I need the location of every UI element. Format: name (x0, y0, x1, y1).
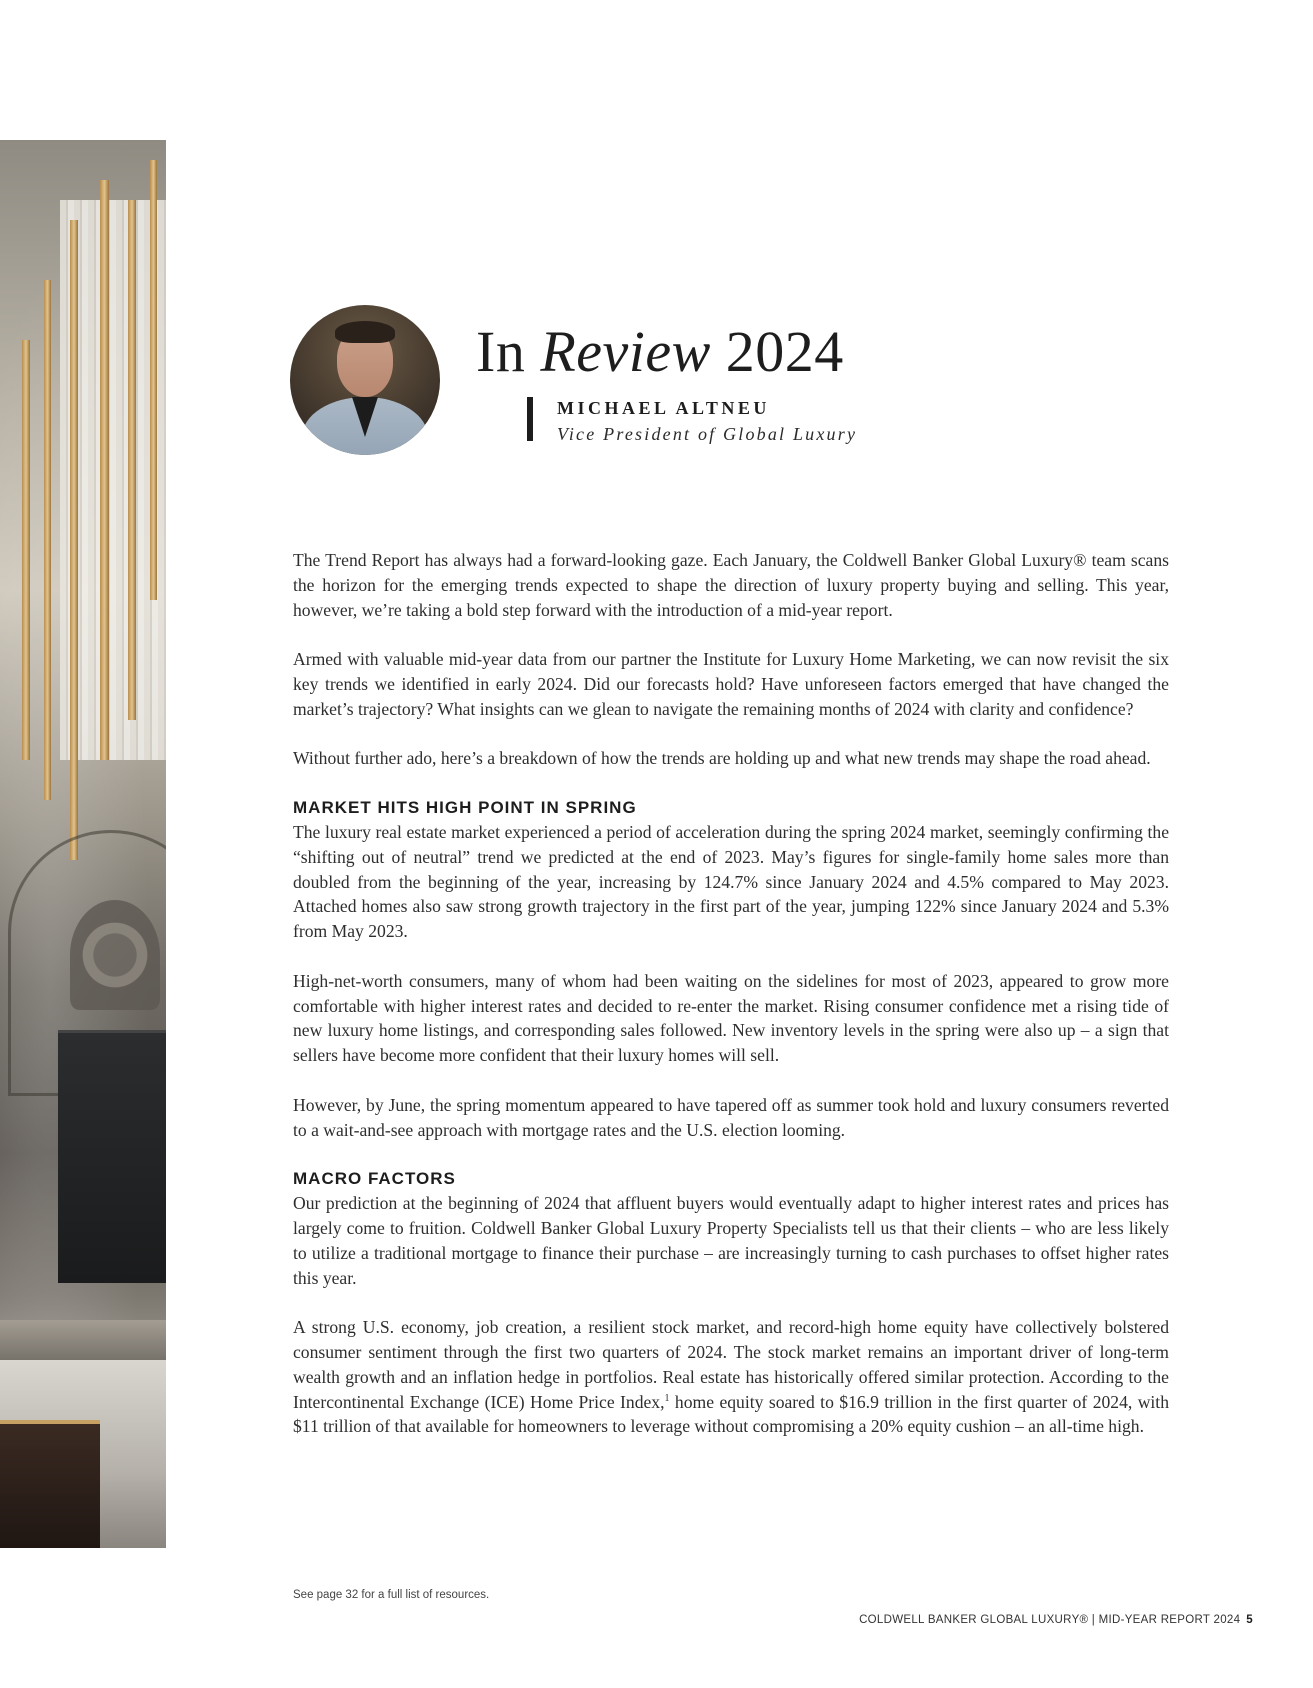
paragraph: The Trend Report has always had a forward-looking gaze. Each January, the Coldwell Banker Global Luxury® team scans the horizon for the emerging trends expected to shape the direction of luxury property buying and selling. This year, however, we’re taking a bold step forward with the introduction of a mid-year report. (293, 550, 1169, 620)
author-name: MICHAEL ALTNEU (557, 398, 770, 418)
interior-photo (0, 140, 166, 1548)
section-heading: MACRO FACTORS (293, 1169, 456, 1189)
cabinet (0, 1420, 100, 1548)
gold-trim (100, 180, 109, 760)
television (58, 1030, 166, 1283)
paragraph-text: home equity soared to $16.9 trillion in the first quarter of 2024, with $11 trillion of that available for homeowners to leverage without compromising a 20% equity cushion – an all-time high. (293, 1391, 1169, 1437)
author-portrait (290, 305, 440, 455)
gold-trim (128, 200, 136, 720)
paragraph: High-net-worth consumers, many of whom had been waiting on the sidelines for most of 2023, appeared to grow more comfortable with higher interest rates and decided to re-enter the market. Rising consumer confidence met a rising tide of new luxury home listings, and corresponding sales followed. New inventory levels in the spring were also up – a sign that sellers have become more confident that their luxury homes will sell. (293, 970, 1169, 1066)
footnote: See page 32 for a full list of resources. (293, 1589, 490, 1601)
footnote-ref: 1 (664, 1392, 670, 1404)
title-emphasis: Review (540, 319, 711, 384)
running-footer (859, 1614, 1253, 1626)
section-heading: MARKET HITS HIGH POINT IN SPRING (293, 797, 637, 817)
carved-ornament (70, 900, 160, 1010)
gold-trim (70, 220, 78, 860)
title-year: 2024 (710, 319, 844, 384)
paragraph: The luxury real estate market experienced a period of acceleration during the spring 2024 market, seemingly confirming the “shifting out of neutral” trend we predicted at the end of 2023. May’s figures for single-family home sales more than doubled from the beginning of the year, increasing by 124.7% since January 2024 and 4.5% compared to May 2023. Attached homes also saw strong growth trajectory in the first part of the year, jumping 122% since January 2024 and 5.3% from May 2023. (293, 821, 1169, 942)
title-prefix: In (476, 319, 541, 384)
page-number: 5 (1246, 1614, 1253, 1626)
mantel (0, 1320, 166, 1360)
author-role: Vice President of Global Luxury (557, 424, 858, 444)
paragraph: However, by June, the spring momentum appeared to have tapered off as summer took hold and luxury consumers reverted to a wait-and-see approach with mortgage rates and the U.S. election looming. (293, 1094, 1169, 1140)
article-body (293, 548, 1169, 1464)
paragraph (293, 1315, 1169, 1439)
paragraph: Our prediction at the beginning of 2024 that affluent buyers would eventually adapt to higher interest rates and prices has largely come to fruition. Coldwell Banker Global Luxury Property Specialists tell us that their clients – who are less likely to utilize a traditional mortgage to finance their purchase – are increasingly turning to cash purchases to offset higher rates this year. (293, 1193, 1169, 1288)
gold-trim (150, 160, 157, 600)
gold-trim (22, 340, 30, 760)
byline-bar (527, 397, 533, 441)
paragraph: Without further ado, here’s a breakdown of how the trends are holding up and what new trends may shape the road ahead. (293, 748, 1151, 769)
gold-trim (44, 280, 51, 800)
page-title (476, 318, 844, 385)
paragraph: Armed with valuable mid-year data from our partner the Institute for Luxury Home Marketing, we can now revisit the six key trends we identified in early 2024. Did our forecasts hold? Have unforeseen factors emerged that have changed the market’s trajectory? What insights can we glean to navigate the remaining months of 2024 with clarity and confidence? (293, 649, 1169, 719)
running-title: COLDWELL BANKER GLOBAL LUXURY® | MID-YEAR REPORT 2024 (859, 1614, 1241, 1626)
paragraph-text: A strong U.S. economy, job creation, a resilient stock market, and record-high home equity have collectively bolstered consumer sentiment through the first two quarters of 2024. The stock market remains an important driver of long-term wealth growth and an inflation hedge in portfolios. Real estate has historically offered similar protection. According to the Intercontinental Exchange (ICE) Home Price Index, (293, 1317, 1169, 1412)
